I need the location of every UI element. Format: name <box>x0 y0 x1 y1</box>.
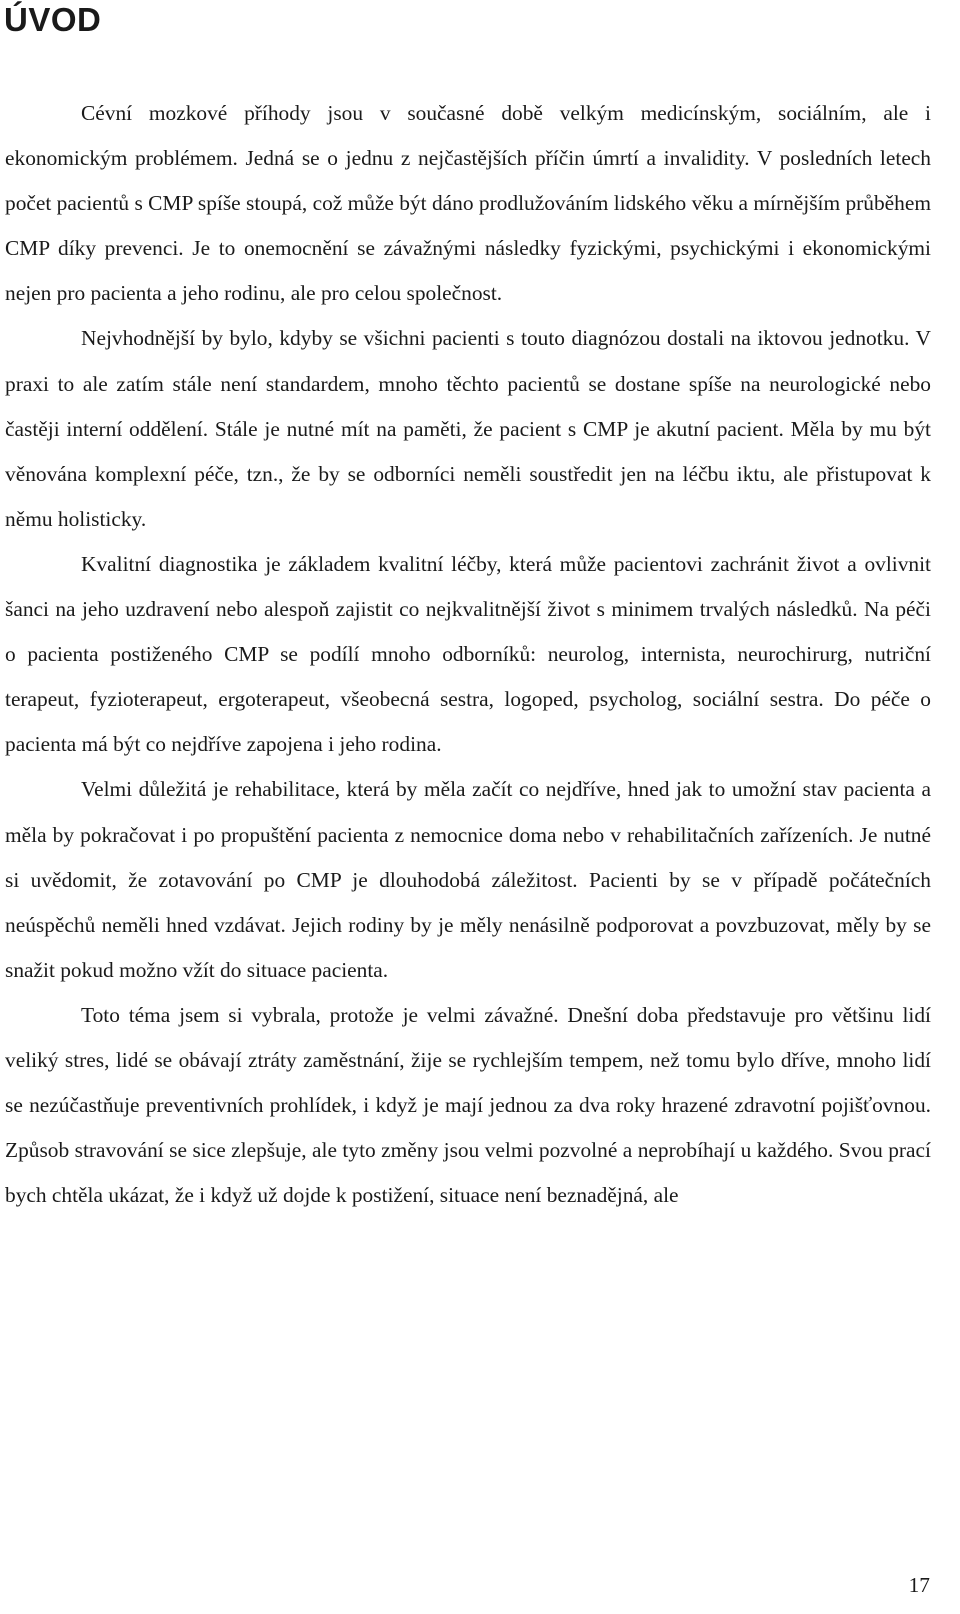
page-heading: ÚVOD <box>4 1 102 38</box>
paragraph-2: Nejvhodnější by bylo, kdyby se všichni pacienti s touto diagnózou dostali na iktovou jednotku. V praxi to ale zatím stále není standardem, mnoho těchto pacientů se dostane spíše na neurologické nebo častěji interní oddělení. Stále je nutné mít na paměti, že pacient s CMP je akutní pacient. Měla by mu být věnována komplexní péče, tzn., že by se odborníci neměli soustředit jen na léčbu iktu, ale přistupovat k němu holisticky. <box>5 326 931 531</box>
paragraph-4: Velmi důležitá je rehabilitace, která by měla začít co nejdříve, hned jak to umožní stav pacienta a měla by pokračovat i po propuštění pacienta z nemocnice doma nebo v rehabilitačních zařízeních. Je nutné si uvědomit, že zotavování po CMP je dlouhodobá záležitost. Pacienti by se v případě počátečních neúspěchů neměli hned vzdávat. Jejich rodiny by je měly nenásilně podporovat a povzbuzovat, měly by se snažit pokud možno vžít do situace pacienta. <box>5 777 931 982</box>
page-number: 17 <box>908 1573 930 1597</box>
paragraph-1: Cévní mozkové příhody jsou v současné době velkým medicínským, sociálním, ale i ekonomickým problémem. Jedná se o jednu z nejčastějších příčin úmrtí a invalidity. V posledních letech počet pacientů s CMP spíše stoupá, což může být dáno prodlužováním lidského věku a mírnějším průběhem CMP díky prevenci. Je to onemocnění se závažnými následky fyzickými, psychickými i ekonomickými nejen pro pacienta a jeho rodinu, ale pro celou společnost. <box>5 101 931 306</box>
paragraph-3: Kvalitní diagnostika je základem kvalitní léčby, která může pacientovi zachránit život a ovlivnit šanci na jeho uzdravení nebo alespoň zajistit co nejkvalitnější život s minimem trvalých následků. Na péči o pacienta postiženého CMP se podílí mnoho odborníků: neurolog, internista, neurochirurg, nutriční terapeut, fyzioterapeut, ergoterapeut, všeobecná sestra, logoped, psycholog, sociální sestra. Do péče o pacienta má být co nejdříve zapojena i jeho rodina. <box>5 551 931 757</box>
body-text <box>5 91 931 1218</box>
paragraph-5: Toto téma jsem si vybrala, protože je velmi závažné. Dnešní doba představuje pro většinu lidí veliký stres, lidé se obávají ztráty zaměstnání, žije se rychlejším tempem, než tomu bylo dříve, mnoho lidí se nezúčastňuje preventivních prohlídek, i když je mají jednou za dva roky hrazené zdravotní pojišťovnou. Způsob stravování se sice zlepšuje, ale tyto změny jsou velmi pozvolné a neprobíhají u každého. Svou prací bych chtěla ukázat, že i když už dojde k postižení, situace není beznadějná, ale <box>5 1002 931 1208</box>
